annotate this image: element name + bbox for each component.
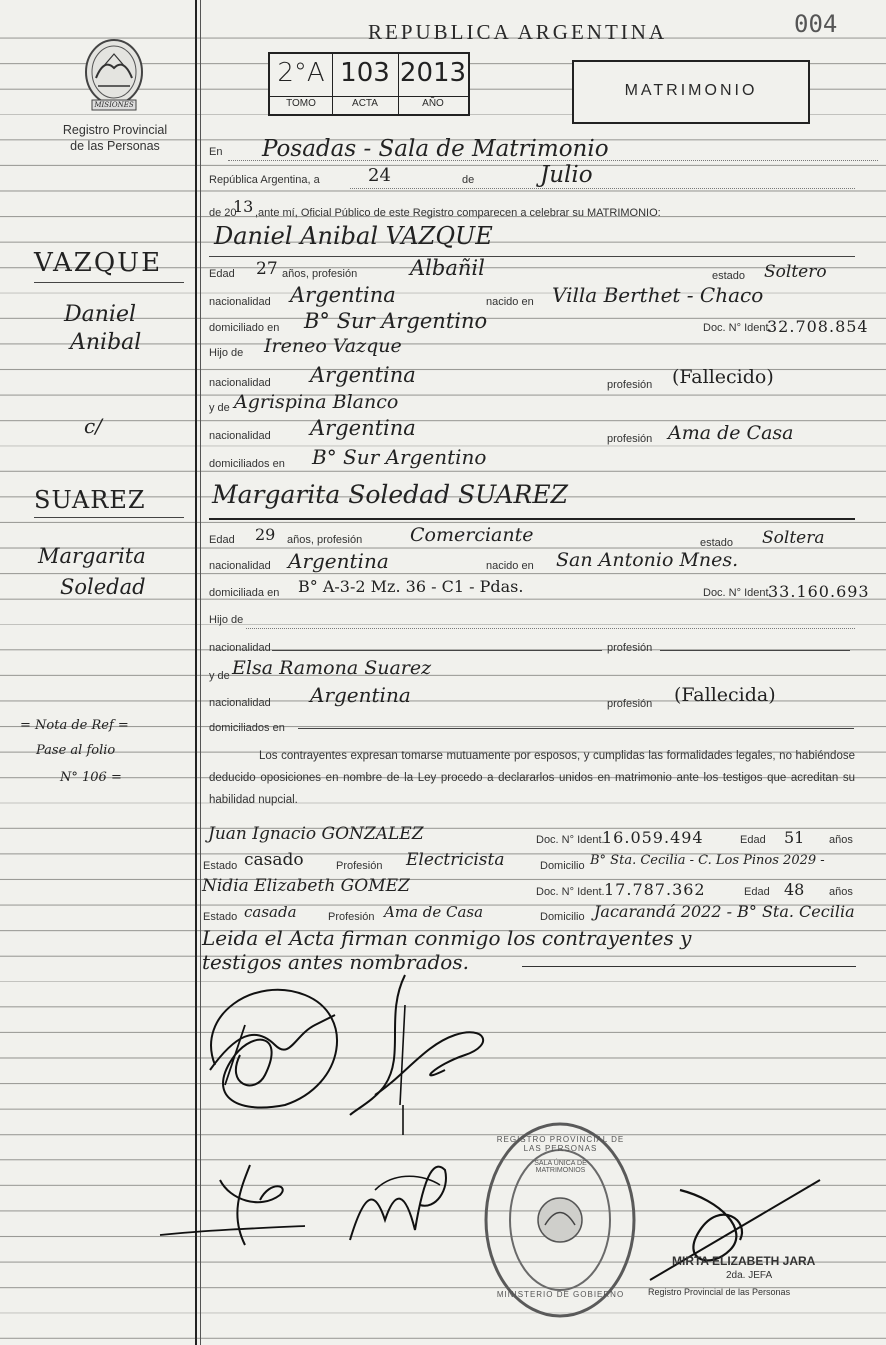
official-title: 2da. JEFA (726, 1270, 773, 1281)
witness1-signature (160, 1160, 310, 1250)
label-anos: años (829, 834, 853, 846)
bride-birthplace: San Antonio Mnes. (556, 549, 739, 571)
witness2-document-number: 17.787.362 (604, 880, 706, 899)
margin-underline (34, 282, 184, 283)
bride-full-name: Margarita Soledad SUAREZ (212, 480, 568, 509)
official-organization: Registro Provincial de las Personas (648, 1287, 791, 1297)
witness2-signature (345, 1150, 455, 1250)
margin-divider-line (195, 0, 197, 1345)
groom-mother-occupation: Ama de Casa (668, 422, 794, 444)
groom-parents-address: B° Sur Argentino (312, 445, 487, 469)
label-domicilio: Domicilio (540, 860, 585, 872)
bride-mother-name: Elsa Ramona Suarez (232, 657, 432, 679)
official-name: MIRTA ELIZABETH JARA (672, 1254, 816, 1268)
date-day: 24 (368, 165, 391, 186)
bride-mother-occupation: (Fallecida) (674, 684, 776, 706)
label-profesion: Profesión (328, 911, 375, 923)
witness1-address: B° Sta. Cecilia - C. Los Pinos 2029 - (590, 853, 825, 868)
tomo-acta-anio-box (268, 52, 470, 116)
margin-underline (34, 517, 184, 518)
label-domiciliados: domiciliados en (209, 722, 285, 734)
stamp-outer-text: REGISTRO PROVINCIAL DE LAS PERSONAS (496, 1135, 625, 1153)
label-doc: Doc. N° Ident. (703, 322, 772, 334)
margin-bride-name1: Margarita (38, 544, 146, 568)
document-title: REPUBLICA ARGENTINA (368, 20, 668, 44)
inner-divider-line (200, 0, 201, 1345)
groom-birthplace: Villa Berthet - Chaco (552, 283, 764, 307)
tomo-value: 2°A (277, 58, 325, 88)
witness2-age: 48 (784, 880, 805, 899)
label-y-de: y de (209, 402, 230, 414)
stamp-inner-text: SALA ÚNICA DE MATRIMONIOS (534, 1160, 587, 1174)
label-domiciliados: domiciliados en (209, 458, 285, 470)
registry-name-line2: de las Personas (70, 139, 160, 153)
groom-marital-status: Soltero (764, 262, 827, 282)
groom-nationality: Argentina (290, 283, 396, 307)
margin-note-line1: = Nota de Ref = (20, 718, 129, 733)
label-hijo-de: Hijo de (209, 614, 244, 626)
anio-label: AÑO (422, 98, 444, 109)
bride-mother-nationality: Argentina (310, 683, 411, 707)
label-republica: República Argentina, a (209, 174, 320, 186)
label-estado: estado (712, 270, 746, 282)
witness1-occupation: Electricista (406, 850, 505, 870)
label-profesion: años, profesión (282, 268, 358, 280)
label-nacido: nacido en (486, 560, 534, 572)
label-ante-mi: ,ante mí, Oficial Público de este Registro comparecen a celebrar su MATRIMONIO: (255, 207, 661, 219)
label-nacionalidad: nacionalidad (209, 430, 271, 442)
label-profesion: profesión (607, 698, 653, 710)
label-nacionalidad: nacionalidad (209, 377, 271, 389)
margin-connector: c/ (84, 414, 102, 438)
margin-bride-surname: SUAREZ (34, 486, 146, 514)
label-profesion: profesión (607, 433, 653, 445)
witness1-name: Juan Ignacio GONZALEZ (208, 824, 424, 844)
label-profesion: profesión (607, 642, 653, 654)
anio-value: 2013 (399, 58, 467, 88)
bride-marital-status: Soltera (762, 528, 825, 548)
label-hijo-de: Hijo de (209, 347, 244, 359)
margin-note-line2: Pase al folio (36, 743, 116, 758)
date-year: 13 (233, 197, 254, 216)
label-domicilio: Domicilio (540, 911, 585, 923)
label-edad: Edad (744, 886, 770, 898)
groom-mother-nationality: Argentina (310, 416, 416, 440)
witness2-name: Nidia Elizabeth GOMEZ (202, 876, 410, 896)
groom-father-name: Ireneo Vazque (264, 335, 402, 357)
stamp-bottom-text: MINISTERIO DE GOBIERNO (496, 1290, 625, 1299)
bride-signature (345, 975, 515, 1135)
groom-age: 27 (256, 259, 278, 279)
groom-signature (195, 975, 365, 1115)
witness2-marital-status: casada (244, 903, 297, 921)
witness2-address: Jacarandá 2022 - B° Sta. Cecilia (594, 902, 855, 921)
label-doc: Doc. N° Ident. (536, 834, 605, 846)
provincial-seal (82, 38, 146, 114)
label-domiciliada: domiciliada en (209, 587, 280, 599)
label-edad: Edad (740, 834, 766, 846)
label-edad: Edad (209, 268, 235, 280)
bride-nationality: Argentina (288, 549, 389, 573)
groom-father-occupation: (Fallecido) (672, 366, 774, 388)
place-value: Posadas - Sala de Matrimonio (262, 136, 609, 162)
bride-age: 29 (255, 525, 276, 544)
bride-document-number: 33.160.693 (768, 582, 870, 601)
label-profesion: profesión (607, 379, 653, 391)
label-estado: Estado (203, 860, 238, 872)
label-en: En (209, 146, 223, 158)
bride-occupation: Comerciante (410, 524, 534, 546)
label-nacionalidad: nacionalidad (209, 697, 271, 709)
label-domiciliado: domiciliado en (209, 322, 280, 334)
margin-note-line3: N° 106 = (60, 770, 122, 785)
closing-line2: testigos antes nombrados. (202, 950, 469, 974)
label-doc: Doc. N° Ident. (536, 886, 605, 898)
label-doc: Doc. N° Ident. (703, 587, 772, 599)
closing-line1: Leida el Acta firman conmigo los contrayentes y (202, 926, 692, 950)
witness2-occupation: Ama de Casa (384, 903, 484, 921)
label-estado: Estado (203, 911, 238, 923)
label-nacionalidad: nacionalidad (209, 560, 271, 572)
label-profesion: años, profesión (287, 534, 363, 546)
witness1-age: 51 (784, 828, 805, 847)
acta-value: 103 (340, 58, 390, 88)
seal-text: MISIONES (94, 101, 134, 109)
witness1-marital-status: casado (244, 850, 304, 870)
page-number: 004 (794, 10, 838, 38)
date-month: Julio (540, 162, 593, 188)
tomo-label: TOMO (286, 98, 316, 109)
label-anos: años (829, 886, 853, 898)
label-edad: Edad (209, 534, 235, 546)
acta-label: ACTA (352, 98, 378, 109)
official-stamp (483, 1120, 638, 1320)
label-nacionalidad: nacionalidad (209, 642, 271, 654)
label-nacido: nacido en (486, 296, 534, 308)
margin-groom-surname: VAZQUE (34, 248, 163, 278)
groom-mother-name: Agrispina Blanco (234, 391, 399, 413)
label-year: de 20 (209, 207, 237, 219)
groom-document-number: 32.708.854 (767, 317, 869, 336)
label-y-de: y de (209, 670, 230, 682)
bride-address: B° A-3-2 Mz. 36 - C1 - Pdas. (298, 577, 524, 596)
groom-father-nationality: Argentina (310, 363, 416, 387)
margin-groom-name2: Anibal (70, 330, 142, 355)
margin-groom-name1: Daniel (64, 302, 137, 327)
witness1-document-number: 16.059.494 (602, 828, 704, 847)
marriage-declaration: Los contrayentes expresan tomarse mutuamente por esposos, y cumplidas las formalidades legales, no habiéndose deducido oposiciones en nombre de la Ley procedo a declararlos unidos en matrimonio ante los testigos que acreditan su habilidad nupcial. (209, 750, 855, 806)
label-de: de (462, 174, 475, 186)
document-type: MATRIMONIO (624, 82, 758, 99)
label-estado: estado (700, 537, 734, 549)
groom-address: B° Sur Argentino (304, 309, 488, 333)
registry-name-line1: Registro Provincial (62, 123, 168, 137)
groom-full-name: Daniel Anibal VAZQUE (214, 222, 493, 250)
groom-occupation: Albañil (410, 256, 485, 280)
margin-bride-name2: Soledad (60, 575, 146, 599)
label-profesion: Profesión (336, 860, 383, 872)
document-type-box (572, 60, 810, 124)
label-nacionalidad: nacionalidad (209, 296, 271, 308)
